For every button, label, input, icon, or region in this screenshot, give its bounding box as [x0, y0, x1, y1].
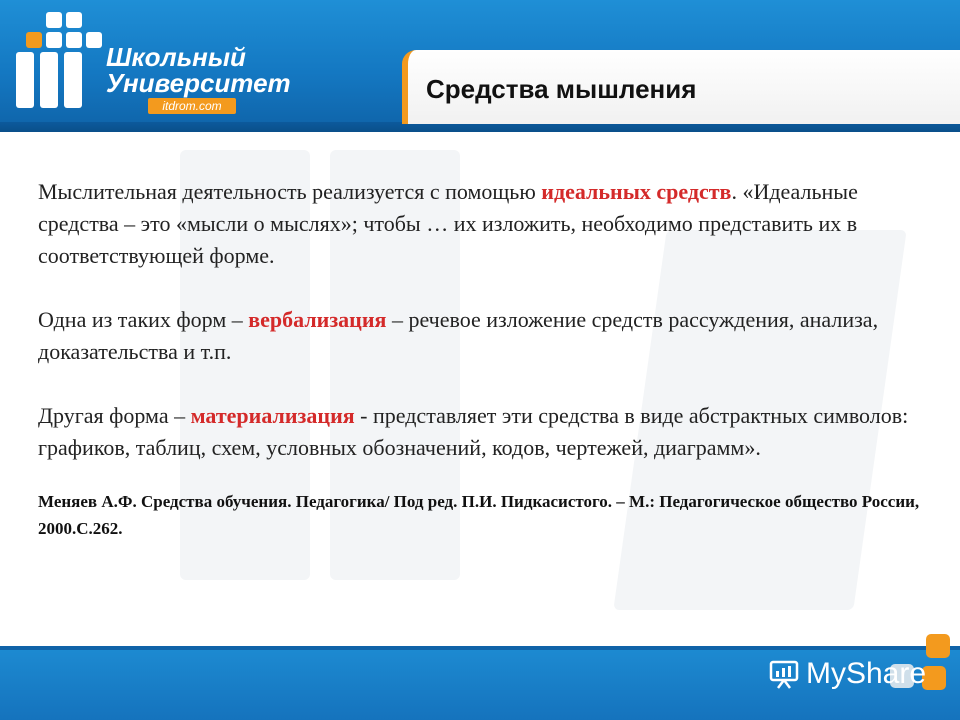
logo-square [46, 12, 62, 28]
myshare-watermark [768, 654, 926, 694]
logo-bar [40, 52, 58, 108]
logo-bar [64, 52, 82, 108]
slide-title: Средства мышления [426, 74, 697, 104]
highlight-term: идеальных средств [541, 179, 732, 204]
paragraph-3 [38, 400, 928, 464]
paragraph-1 [38, 176, 928, 272]
logo-url: itdrom.com [148, 98, 236, 114]
paragraph-text: Другая форма – [38, 403, 191, 428]
myshare-text: MyShare [806, 657, 927, 690]
logo-text-line1: Школьный [106, 42, 246, 72]
paragraph-text: . «Идеальные средства – это «мысли о мыслях»; чтобы … их изложить, необходимо представить их в соответствующей форме. [38, 179, 858, 268]
highlight-term: вербализация [248, 307, 387, 332]
logo-bar [16, 52, 34, 108]
paragraph-text: - представляет эти средства в виде абстрактных символов: графиков, таблиц, схем, условных обозначений, кодов, чертежей, диаграмм». [38, 403, 909, 460]
slide-content [38, 176, 928, 542]
logo [14, 10, 291, 118]
highlight-term: материализация [190, 403, 355, 428]
logo-text-line2: Университет [106, 68, 291, 98]
reference: Меняев А.Ф. Средства обучения. Педагогика/ Под ред. П.И. Пидкасистого. – М.: Педагогическое общество России, 2000.С.262. [38, 492, 920, 538]
logo-square [86, 32, 102, 48]
logo-square [26, 32, 42, 48]
paragraph-text: Мыслительная деятельность реализуется с помощью [38, 179, 542, 204]
paragraph-2 [38, 304, 928, 368]
logo-square [66, 12, 82, 28]
presentation-icon [768, 658, 800, 690]
paragraph-text: – речевое изложение средств рассуждения, анализа, доказательства и т.п. [38, 307, 879, 364]
logo-square [66, 32, 82, 48]
footer-line [0, 646, 960, 650]
title-box [402, 50, 960, 124]
paragraph-text: Одна из таких форм – [38, 307, 249, 332]
logo-square [46, 32, 62, 48]
corner-square [926, 634, 950, 658]
